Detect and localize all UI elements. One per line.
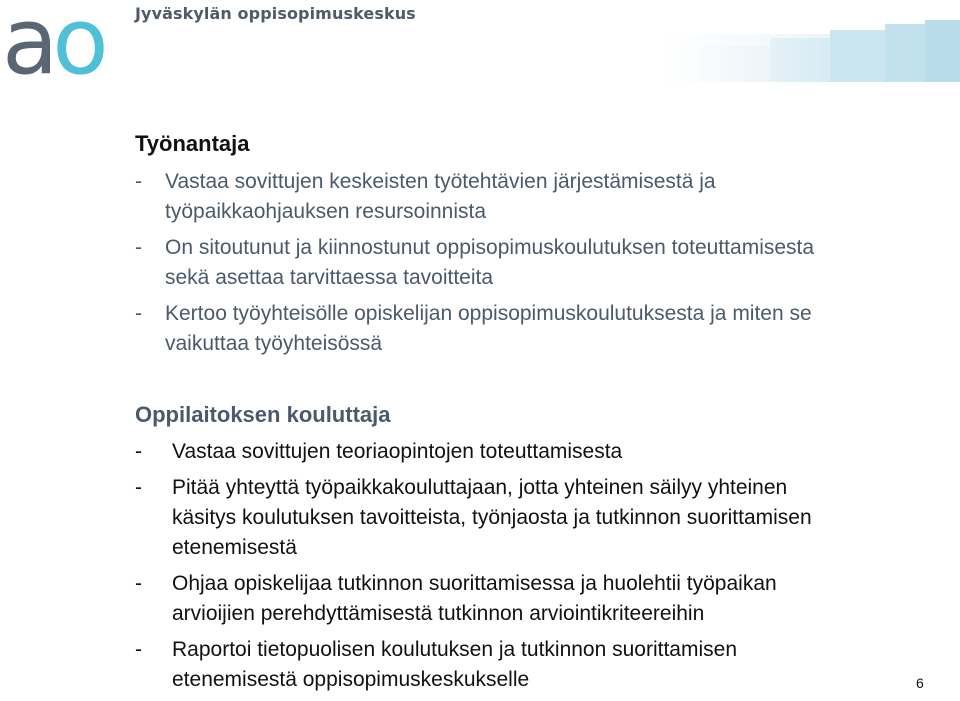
list-item-line: Ohjaa opiskelijaa tutkinnon suorittamisessa ja huolehtii työpaikan (172, 572, 777, 595)
list-item-line: työpaikkaohjauksen resursoinnista (165, 200, 487, 223)
list-item-line: Vastaa sovittujen keskeisten työtehtävien järjestämisestä ja (165, 170, 716, 193)
list-item-line: arvioijien perehdyttämisestä tutkinnon arviointikriteereihin (172, 602, 705, 625)
list-item (135, 299, 955, 359)
logo-letter-o: o (52, 0, 103, 95)
list-item-line: sekä asettaa tarvittaessa tavoitteita (165, 266, 494, 289)
list-item (135, 473, 935, 563)
list-dash: - (135, 440, 142, 463)
list-item-line: Vastaa sovittujen teoriaopintojen toteuttamisesta (172, 440, 623, 463)
header-decoration (660, 20, 960, 82)
list-dash: - (135, 236, 142, 259)
list-item-line: Raportoi tietopuolisen koulutuksen ja tutkinnon suorittamisen (172, 638, 738, 661)
list-item-line: etenemisestä oppisopimuskeskukselle (172, 668, 530, 691)
list-dash: - (135, 302, 142, 325)
logo-letter-a: a (2, 0, 53, 95)
list-dash: - (135, 638, 142, 661)
school-trainer-duties-list (135, 437, 935, 701)
employer-duties-list (135, 167, 955, 365)
list-item-line: On sitoutunut ja kiinnostunut oppisopimuskoulutuksen toteuttamisesta (165, 236, 815, 259)
list-item (135, 167, 955, 227)
list-item (135, 233, 955, 293)
list-item-line: käsitys koulutuksen tavoitteista, työnjaosta ja tutkinnon suorittamisen (172, 506, 812, 529)
list-item-line: vaikuttaa työyhteisössä (165, 332, 383, 355)
list-item-line: Kertoo työyhteisölle opiskelijan oppisopimuskoulutuksesta ja miten se (165, 302, 812, 325)
list-dash: - (135, 572, 142, 595)
org-name: Jyväskylän oppisopimuskeskus (135, 4, 416, 23)
logo (2, 0, 120, 95)
list-item-line: Pitää yhteyttä työpaikkakouluttajaan, jotta yhteinen säilyy yhteinen (172, 476, 788, 499)
page-number: 6 (916, 675, 924, 691)
list-item (135, 569, 935, 629)
list-dash: - (135, 476, 142, 499)
section-title-school-trainer: Oppilaitoksen kouluttaja (135, 402, 391, 427)
list-item (135, 437, 935, 467)
list-dash: - (135, 170, 142, 193)
list-item-line: etenemisestä (172, 536, 297, 559)
section-title-employer: Työnantaja (135, 131, 250, 156)
list-item (135, 635, 935, 695)
